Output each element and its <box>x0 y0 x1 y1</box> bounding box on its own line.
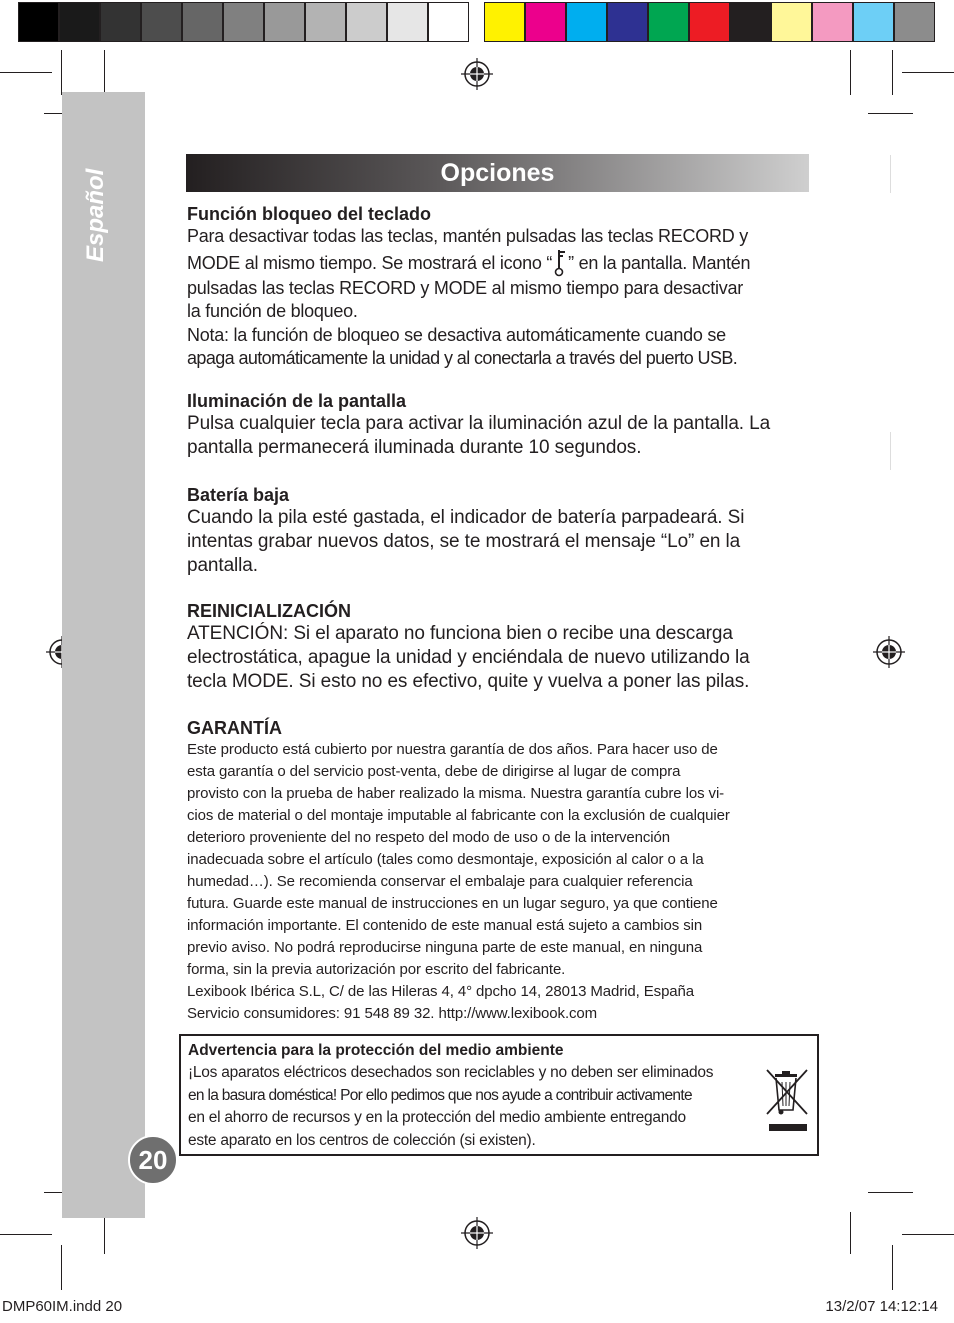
crop-mark <box>104 1212 105 1254</box>
warranty-line: inadecuada sobre el artículo (tales como desmontaje, exposición al calor o a la <box>187 851 704 868</box>
warranty-contact: Servicio consumidores: 91 548 89 32. http://www.lexibook.com <box>187 1005 598 1022</box>
crop-mark <box>61 1245 62 1290</box>
section-title-bar <box>186 154 809 192</box>
footer-timestamp: 13/2/07 14:12:14 <box>825 1298 938 1315</box>
crop-mark <box>850 1212 851 1254</box>
warranty-line: provisto con la prueba de haber realizado la misma. Nuestra garantía cubre los vi- <box>187 785 725 802</box>
warranty-line: futura. Guarde este manual de instrucciones en un lugar seguro, ya que contiene <box>187 895 718 912</box>
keylock-line: Para desactivar todas las teclas, mantén pulsadas las teclas RECORD y <box>187 226 749 246</box>
reset-line: ATENCIÓN: Si el aparato no funciona bien o recibe una descarga <box>187 623 733 644</box>
environment-notice-box <box>179 1034 819 1156</box>
environment-line: en la basura doméstica! Por ello pedimos que nos ayude a contribuir activamente <box>188 1086 692 1104</box>
language-label: Español <box>82 168 109 262</box>
color-swatch <box>305 2 346 42</box>
battery-line: intentas grabar nuevos datos, se te mostrará el mensaje “Lo” en la <box>187 531 741 552</box>
reset-heading: REINICIALIZACIÓN <box>187 601 351 621</box>
color-swatch <box>853 2 894 42</box>
color-swatch <box>182 2 223 42</box>
crop-mark <box>868 1192 913 1193</box>
crop-mark <box>902 1234 954 1235</box>
battery-line: Cuando la pila esté gastada, el indicador de batería parpadeará. Si <box>187 507 745 528</box>
color-swatch <box>648 2 689 42</box>
environment-text <box>188 1062 778 1152</box>
color-swatch <box>566 2 607 42</box>
registration-mark-icon <box>461 1217 493 1249</box>
color-swatch <box>771 2 812 42</box>
warranty-line: información importante. El contenido de este manual está sujeto a cambios sin <box>187 917 703 934</box>
color-swatch <box>18 2 59 42</box>
environment-line: este aparato en los centros de colección (si existen). <box>188 1131 536 1149</box>
crop-mark <box>868 113 913 114</box>
crop-mark <box>61 50 62 95</box>
battery-heading: Batería baja <box>187 485 290 505</box>
keylock-line-part: ” en la pantalla. Mantén <box>568 252 751 273</box>
color-swatch <box>730 2 771 42</box>
battery-section <box>187 484 809 578</box>
keylock-line <box>187 249 809 277</box>
warranty-line: cios de material o del montaje imputable al fabricante con la exclusión de cualquier <box>187 807 730 824</box>
warranty-section <box>187 717 809 1025</box>
color-swatch <box>428 2 469 42</box>
color-swatch <box>894 2 935 42</box>
crop-mark <box>890 432 891 470</box>
color-swatch <box>812 2 853 42</box>
crop-mark <box>892 50 893 95</box>
backlight-line: pantalla permanecerá iluminada durante 10 segundos. <box>187 437 642 458</box>
color-swatch <box>100 2 141 42</box>
keylock-line-part: MODE al mismo tiempo. Se mostrará el icono “ <box>187 252 553 273</box>
color-swatch <box>59 2 100 42</box>
color-swatch <box>141 2 182 42</box>
registration-mark-icon <box>461 58 493 90</box>
section-title: Opciones <box>440 159 555 187</box>
backlight-line: Pulsa cualquier tecla para activar la iluminación azul de la pantalla. La <box>187 413 771 434</box>
warranty-line: forma, sin la previa autorización por escrito del fabricante. <box>187 961 566 978</box>
crop-mark <box>0 1234 52 1235</box>
reset-section <box>187 600 809 694</box>
color-swatch <box>223 2 264 42</box>
backlight-heading: Iluminación de la pantalla <box>187 391 407 411</box>
warranty-line: Este producto está cubierto por nuestra garantía de dos años. Para hacer uso de <box>187 741 718 758</box>
color-swatch <box>525 2 566 42</box>
color-swatch <box>346 2 387 42</box>
crop-mark <box>104 50 105 95</box>
warranty-heading: GARANTÍA <box>187 718 282 738</box>
crop-mark <box>892 1245 893 1290</box>
keylock-note: Nota: la función de bloqueo se desactiva automáticamente cuando se <box>187 324 726 345</box>
keylock-line: pulsadas las teclas RECORD y MODE al mismo tiempo para desactivar <box>187 277 743 298</box>
keylock-heading: Función bloqueo del teclado <box>187 204 432 224</box>
warranty-line: esta garantía o del servicio post-venta, debe de dirigirse al lugar de compra <box>187 763 681 780</box>
warranty-line: humedad…). Se recomienda conservar el embalaje para cualquier referencia <box>187 873 693 890</box>
crop-mark <box>0 72 52 73</box>
crop-mark <box>890 155 891 193</box>
reset-line: tecla MODE. Si esto no es efectivo, quite y vuelva a poner las pilas. <box>187 671 750 692</box>
color-swatch <box>264 2 305 42</box>
reset-line: electrostática, apague la unidad y enciéndala de nuevo utilizando la <box>187 647 750 668</box>
keylock-note: apaga automáticamente la unidad y al conectarla a través del puerto USB. <box>187 348 738 368</box>
warranty-line: deterioro proveniente del no respeto del modo de uso o de la intervención <box>187 829 671 846</box>
warranty-address: Lexibook Ibérica S.L, C/ de las Hileras 4, 4° dpcho 14, 28013 Madrid, España <box>187 983 695 1000</box>
crossed-out-bin-icon <box>763 1066 811 1136</box>
color-swatch <box>607 2 648 42</box>
page-number: 20 <box>128 1135 178 1185</box>
keylock-section <box>187 203 809 371</box>
environment-line: ¡Los aparatos eléctricos desechados son reciclables y no deben ser eliminados <box>188 1064 714 1081</box>
backlight-section <box>187 390 809 460</box>
color-swatch <box>689 2 730 42</box>
color-swatch <box>387 2 428 42</box>
key-icon <box>553 249 567 277</box>
registration-mark-icon <box>873 636 905 668</box>
battery-line: pantalla. <box>187 555 258 576</box>
environment-heading: Advertencia para la protección del medio ambiente <box>188 1042 564 1059</box>
keylock-line: la función de bloqueo. <box>187 301 358 321</box>
warranty-line: previo aviso. No podrá reproducirse ninguna parte de este manual, en ninguna <box>187 939 703 956</box>
crop-mark <box>850 50 851 95</box>
environment-line: en el ahorro de recursos y en la protección del medio ambiente entregando <box>188 1109 686 1126</box>
footer-file-info: DMP60IM.indd 20 <box>2 1298 123 1315</box>
color-swatch <box>484 2 525 42</box>
crop-mark <box>902 72 954 73</box>
